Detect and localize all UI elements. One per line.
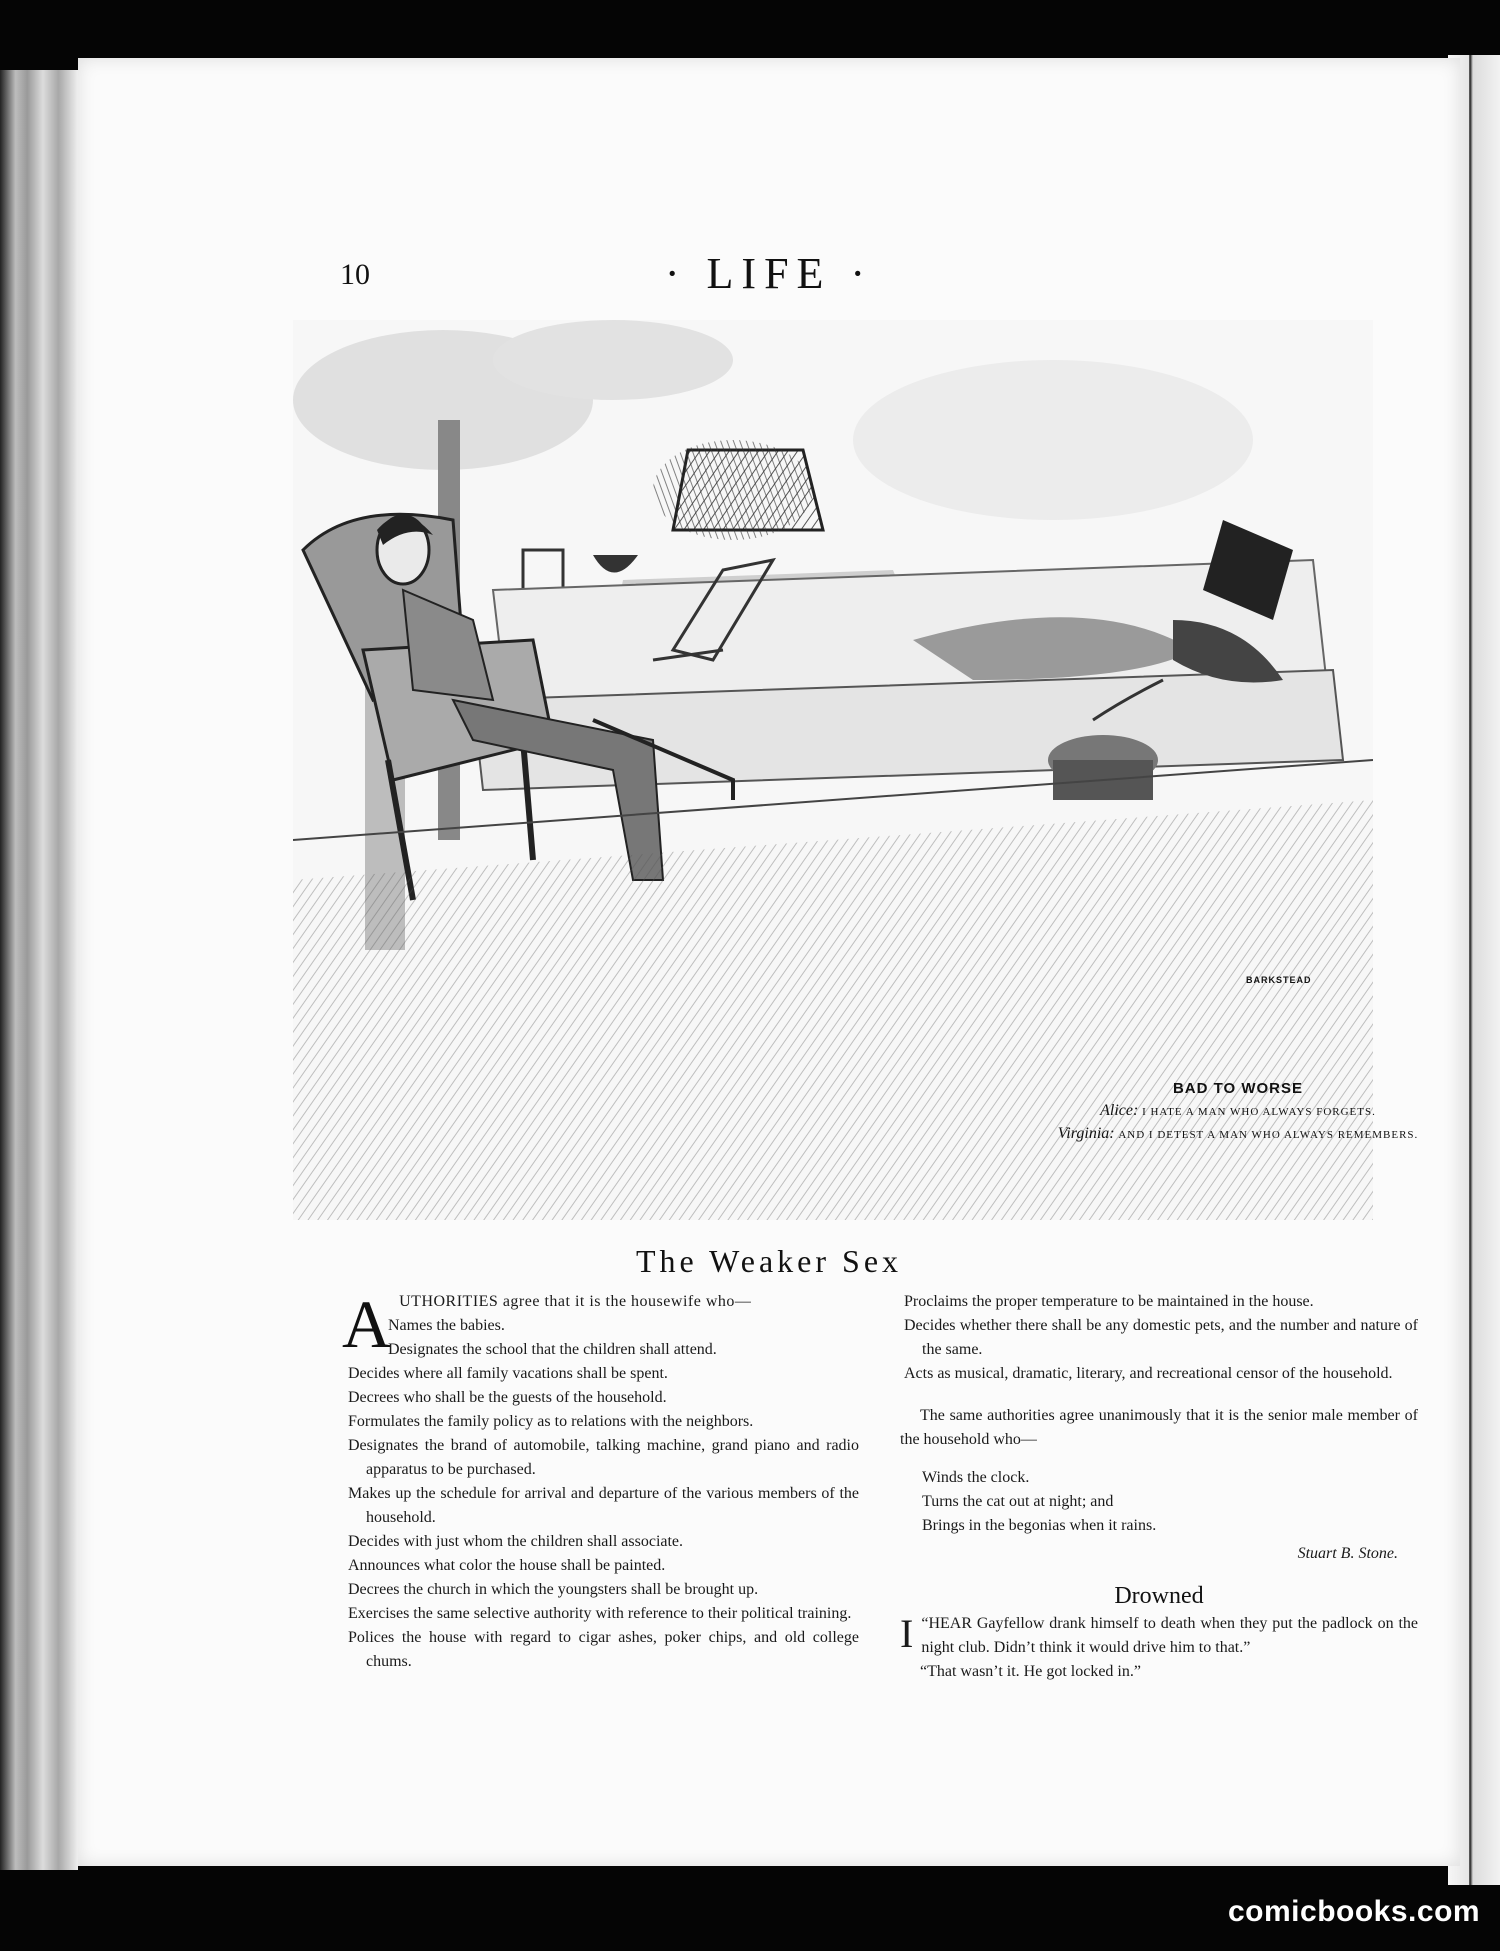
article-paragraph-male: The same authorities agree unanimously that it is the senior male member of the household who— [900,1407,1418,1448]
list-item: Decides whether there shall be any domestic pets, and the number and nature of the same. [904,1317,1418,1358]
article-list-right [900,1290,1418,1386]
caption-line-alice [1053,1100,1423,1123]
list-item: Turns the cat out at night; and [922,1493,1114,1510]
article-dropcap: A [342,1286,392,1362]
drowned-text: HEAR Gayfellow drank himself to death when they put the padlock on the night club. Didn’t think it would drive him to that.” [921,1615,1418,1656]
list-item: Designates the brand of automobile, talking machine, grand piano and radio apparatus to be purchased. [348,1437,859,1478]
list-item: Winds the clock. [922,1469,1030,1486]
article-column-left [342,1286,859,1674]
article-list-left [344,1314,859,1674]
list-item: Designates the school that the children shall attend. [388,1341,717,1358]
drowned-joke [900,1612,1418,1684]
article-byline: Stuart B. Stone. [1297,1545,1398,1562]
caption-text-virginia: AND I DETEST A MAN WHO ALWAYS REMEMBERS. [1118,1129,1419,1141]
list-item: Announces what color the house shall be painted. [348,1557,666,1574]
drowned-title: Drowned [1114,1583,1204,1609]
drowned-dropcap: I [900,1611,914,1656]
list-item: Decides with just whom the children shall associate. [348,1533,684,1550]
drowned-open-quote: “ [921,1615,929,1632]
list-item: Proclaims the proper temperature to be maintained in the house. [904,1293,1314,1310]
watermark: comicbooks.com [1228,1895,1481,1928]
caption-text-alice: I HATE A MAN WHO ALWAYS FORGETS. [1142,1106,1376,1118]
list-item: Names the babies. [388,1317,505,1334]
caption-speaker-virginia: Virginia: [1057,1125,1115,1142]
magazine-page [78,58,1460,1866]
drowned-line2: “That wasn’t it. He got locked in.” [920,1663,1141,1680]
list-item: Makes up the schedule for arrival and departure of the various members of the household. [348,1485,859,1526]
list-item: Brings in the begonias when it rains. [922,1517,1157,1534]
list-item: Acts as musical, dramatic, literary, and recreational censor of the household. [904,1365,1393,1382]
caption-title: BAD TO WORSE [1172,1080,1304,1097]
caption-line-virginia [1053,1123,1423,1146]
article-lead: UTHORITIES agree that it is the housewife who— [399,1293,752,1310]
list-item: Exercises the same selective authority with reference to their political training. [348,1605,852,1622]
caption-speaker-alice: Alice: [1100,1102,1139,1119]
page-number: 10 [340,258,370,291]
article-column-right [900,1290,1418,1684]
book-spine-left [0,70,78,1870]
article-title: The Weaker Sex [635,1243,903,1279]
list-item: Polices the house with regard to cigar ashes, poker chips, and old college chums. [348,1629,859,1670]
list-item: Formulates the family policy as to relations with the neighbors. [348,1413,754,1430]
artist-signature: BARKSTEAD [1246,975,1312,985]
masthead-title: · LIFE · [664,249,874,298]
article-list-male [900,1466,1418,1538]
list-item: Decrees the church in which the youngsters shall be brought up. [348,1581,759,1598]
drowned-line1 [900,1612,1418,1660]
cartoon-caption [1053,1078,1423,1146]
list-item: Decides where all family vacations shall be spent. [348,1365,668,1382]
list-item: Decrees who shall be the guests of the household. [348,1389,667,1406]
